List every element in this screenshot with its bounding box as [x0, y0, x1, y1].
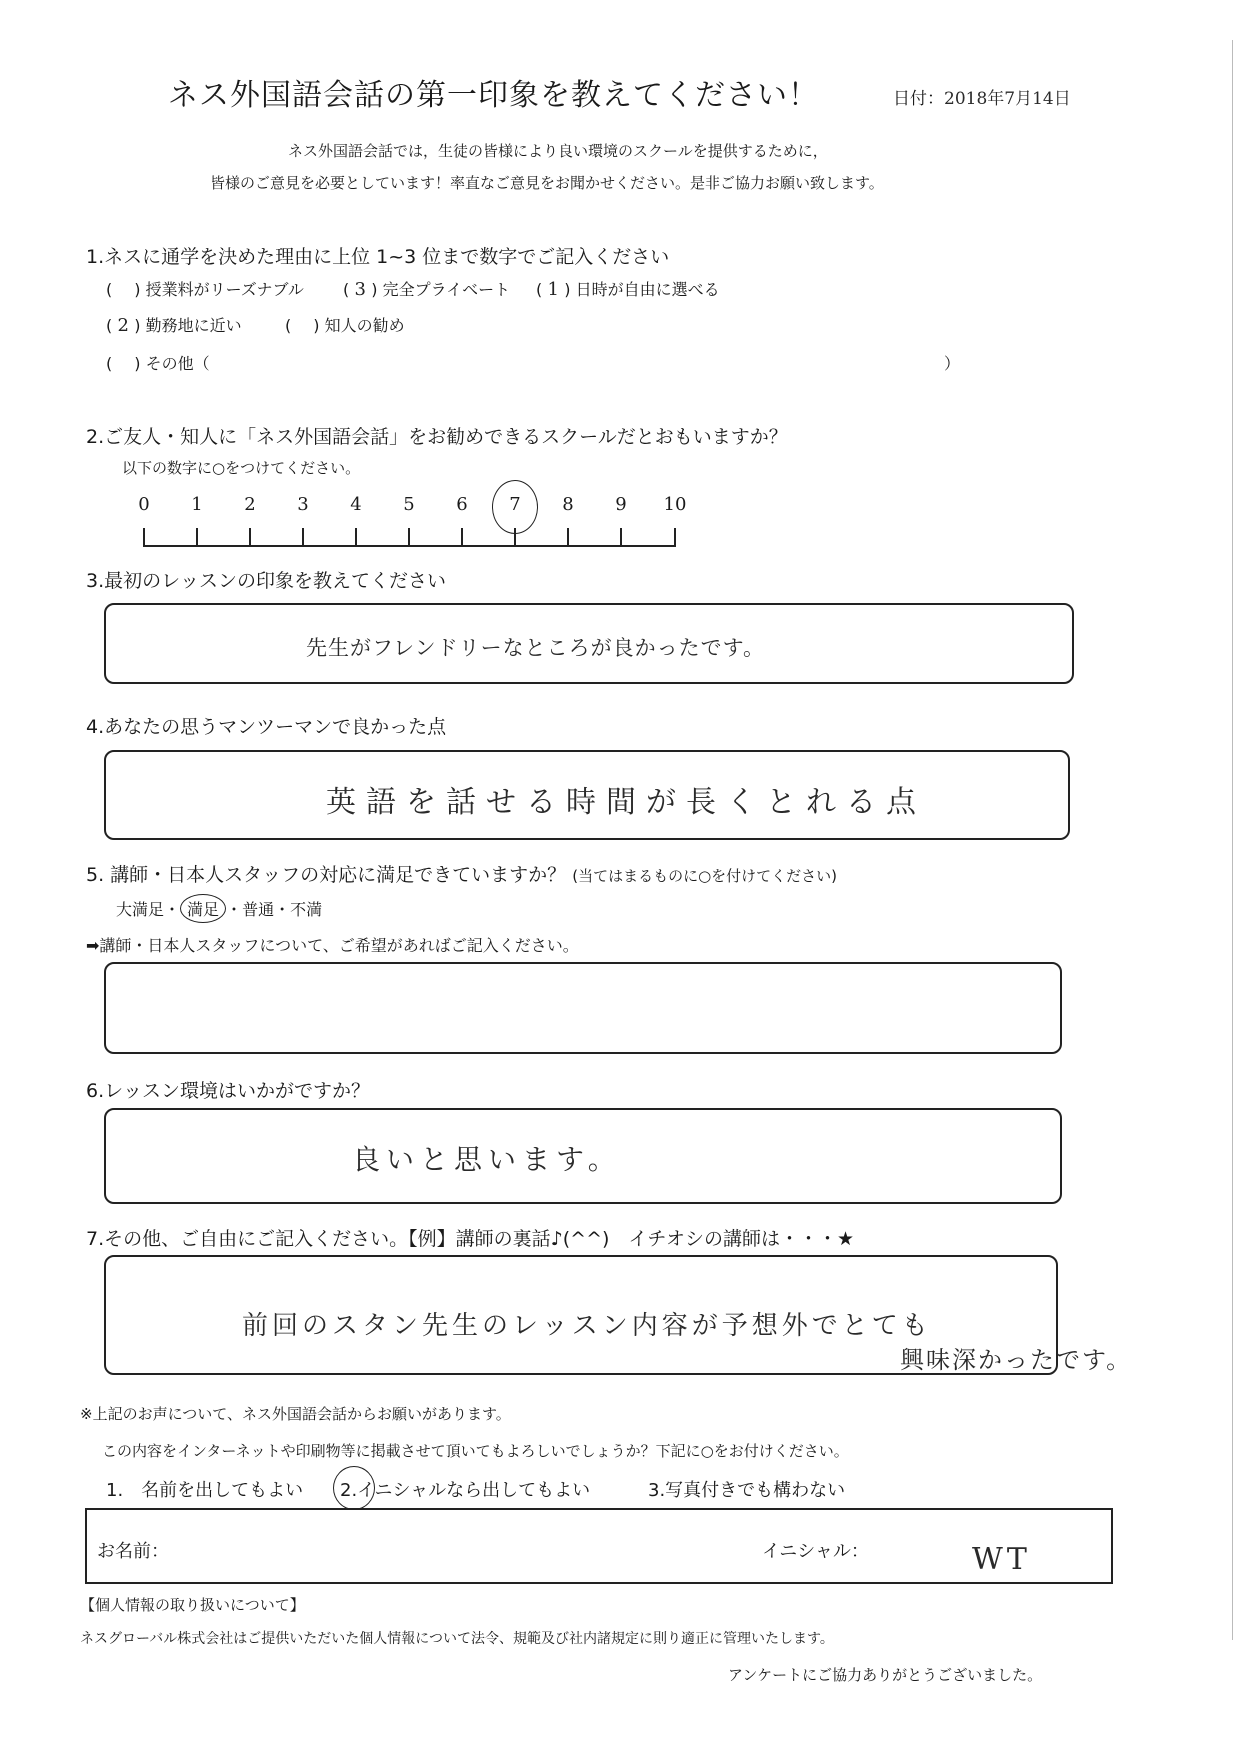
selected-score-circle	[492, 480, 538, 534]
q1-option-label: 完全プライベート	[382, 280, 511, 299]
scale-tick	[408, 528, 410, 547]
q7-answer-line-1: 前回のスタン先生のレッスン内容が予想外でとても	[242, 1311, 932, 1341]
q1-rank: 1	[547, 279, 559, 300]
q1-option[interactable]: ( 2 ) 勤務地に近い	[106, 315, 242, 336]
q4-title: 4.あなたの思うマンツーマンで良かった点	[86, 716, 447, 738]
q7-answer-line-2: 興味深かったです。	[900, 1346, 1133, 1374]
scale-tick	[143, 528, 145, 547]
scale-tick	[249, 528, 251, 547]
scale-tick	[461, 528, 463, 547]
q6-answer: 良いと思います。	[352, 1143, 622, 1176]
consent-note: ※上記のお声について、ネス外国語会話からお願いがあります。	[80, 1405, 511, 1423]
page-edge-line	[1232, 40, 1233, 1640]
privacy-heading: 【個人情報の取り扱いについて】	[80, 1596, 305, 1614]
scale-number[interactable]: 4	[350, 494, 362, 515]
thanks-message: アンケートにご協力ありがとうございました。	[728, 1666, 1043, 1684]
scale-number[interactable]: 5	[403, 494, 415, 515]
consent-option-3[interactable]: 3.写真付きでも構わない	[648, 1480, 846, 1501]
q5-options: 大満足・ 満足 ・普通・不満	[116, 894, 322, 923]
q1-option-label: その他（	[145, 354, 210, 373]
scale-tick	[620, 528, 622, 547]
q6-title: 6.レッスン環境はいかがですか？	[86, 1080, 370, 1102]
q4-answer: 英語を話せる時間が長くとれる点	[326, 785, 926, 820]
page-title: ネス外国語会話の第一印象を教えてください！	[168, 78, 819, 113]
consent-question: この内容をインターネットや印刷物等に掲載させて頂いてもよろしいでしょうか？下記に○をお付けください。	[102, 1442, 849, 1460]
q1-rank: 3	[354, 279, 366, 300]
scale-number[interactable]: 0	[138, 494, 150, 515]
intro-line-1: ネス外国語会話では，生徒の皆様により良い環境のスクールを提供するために，	[288, 142, 828, 160]
q3-title: 3.最初のレッスンの印象を教えてください	[86, 570, 446, 592]
q7-title: 7.その他、ご自由にご記入ください。【例】講師の裏話♪(^^) イチオシの講師は・・・★	[86, 1228, 855, 1250]
q1-option-other[interactable]: ( ) その他（	[106, 354, 210, 373]
name-label: お名前：	[97, 1541, 169, 1562]
scale-number[interactable]: 8	[562, 494, 574, 515]
q1-option[interactable]: ( ) 授業料がリーズナブル	[106, 280, 304, 299]
q5-followup: ➡講師・日本人スタッフについて、ご希望があればご記入ください。	[86, 936, 579, 955]
q1-option[interactable]: ( 1 ) 日時が自由に選べる	[536, 279, 720, 300]
q1-title: 1.ネスに通学を決めた理由に上位 1~3 位まで数字でご記入ください	[86, 246, 670, 268]
q1-option-label: 知人の勧め	[324, 316, 405, 335]
q1-other-close: ）	[944, 354, 961, 373]
q1-rank: 2	[117, 315, 129, 336]
consent-option-1[interactable]: 1. 名前を出してもよい	[106, 1480, 304, 1501]
intro-line-2: 皆様のご意見を必要としています！率直なご意見をお聞かせください。是非ご協力お願い致します。	[210, 174, 884, 192]
privacy-text: ネスグローバル株式会社はご提供いただいた個人情報について法令、規範及び社内諸規定に則り適正に管理いたします。	[80, 1631, 834, 1647]
scale-number[interactable]: 2	[244, 494, 256, 515]
q5-answer-box[interactable]	[104, 962, 1062, 1054]
date-field	[893, 84, 1071, 109]
scale-number[interactable]: 6	[456, 494, 468, 515]
initial-input[interactable]	[900, 1530, 1100, 1578]
q1-option-label: 授業料がリーズナブル	[145, 280, 304, 299]
scale-tick	[567, 528, 569, 547]
q3-answer: 先生がフレンドリーなところが良かったです。	[306, 636, 765, 660]
q2-title: 2.ご友人・知人に「ネス外国語会話」をお勧めできるスクールだとおもいますか？	[86, 426, 788, 448]
q5-title-text: 5. 講師・日本人スタッフの対応に満足できていますか？	[86, 864, 567, 886]
q5-option[interactable]: 普通	[242, 900, 275, 919]
q5-title	[86, 860, 837, 887]
scale-tick	[196, 528, 198, 547]
q5-option[interactable]: 大満足	[116, 900, 165, 919]
q5-option[interactable]: 不満	[290, 900, 323, 919]
q1-option[interactable]: ( ) 知人の勧め	[285, 316, 405, 335]
q1-option[interactable]: ( 3 ) 完全プライベート	[343, 279, 511, 300]
q1-option-label: 日時が自由に選べる	[575, 280, 720, 299]
name-input[interactable]	[190, 1530, 670, 1562]
q5-note: (当てはまるものに○を付けてください)	[572, 867, 838, 885]
scale-tick	[514, 528, 516, 547]
scale-number[interactable]: 7	[509, 494, 521, 515]
consent-selected-circle	[333, 1466, 375, 1510]
scale-number[interactable]: 3	[297, 494, 309, 515]
q2-instruction: 以下の数字に○をつけてください。	[122, 459, 361, 477]
scale-number[interactable]: 1	[191, 494, 203, 515]
date-label: 日付：	[893, 89, 944, 109]
consent-option-2[interactable]: 2.イニシャルなら出してもよい	[340, 1480, 591, 1501]
date-value: 2018年7月14日	[944, 89, 1071, 109]
scale-number[interactable]: 10	[663, 494, 687, 515]
q5-option-selected[interactable]: 満足	[180, 894, 226, 923]
q1-option-label: 勤務地に近い	[145, 316, 242, 335]
scale-tick	[674, 528, 676, 547]
scale-tick	[302, 528, 304, 547]
scale-number[interactable]: 9	[615, 494, 627, 515]
initial-label: イニシャル：	[762, 1541, 869, 1562]
initial-value: WT	[972, 1542, 1031, 1577]
scale-tick	[355, 528, 357, 547]
